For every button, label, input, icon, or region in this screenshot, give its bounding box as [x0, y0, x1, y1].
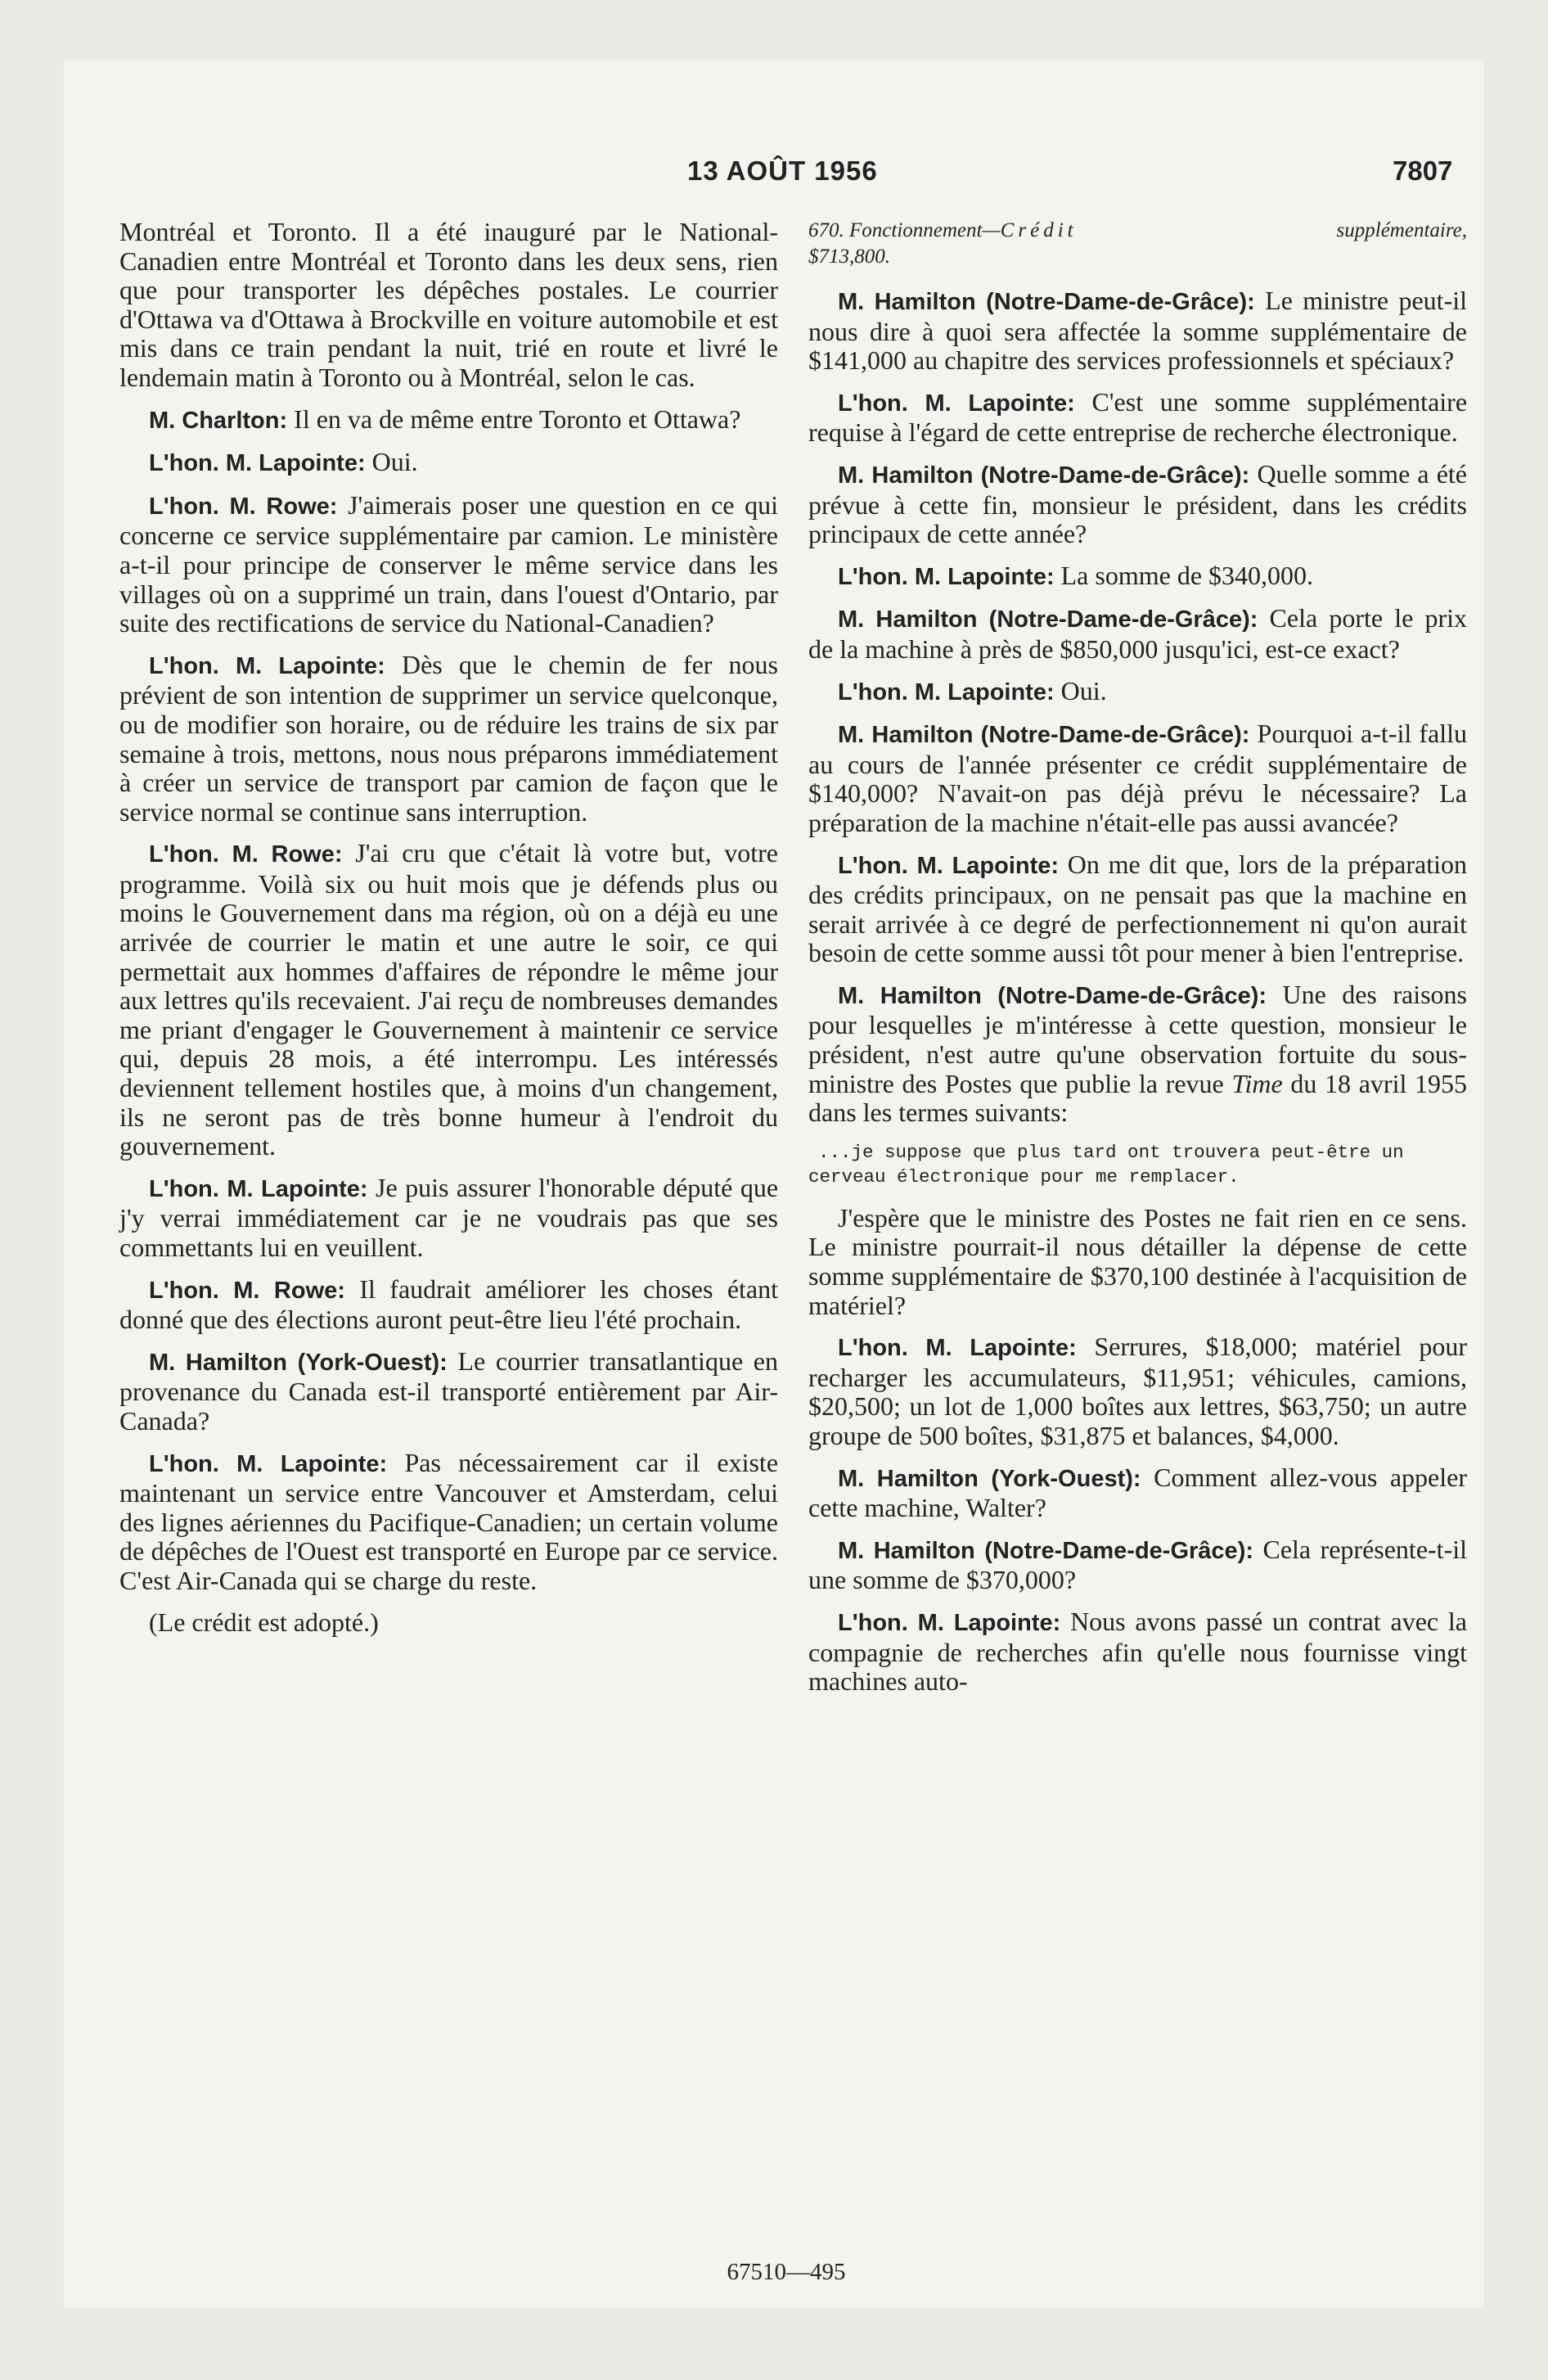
speaker-name: L'hon. M. Lapointe: — [838, 852, 1060, 879]
vote-item — [808, 218, 1467, 270]
paragraph — [808, 1463, 1467, 1523]
speaker-name: L'hon. M. Lapointe: — [149, 1175, 368, 1202]
paragraph — [808, 677, 1467, 708]
paragraph — [119, 218, 778, 393]
speaker-name: L'hon. M. Lapointe: — [149, 1450, 388, 1477]
paragraph-text: Oui. — [371, 447, 418, 477]
paragraph — [808, 850, 1467, 968]
paragraph — [119, 448, 778, 479]
paragraph-text: Montréal et Toronto. Il a été inauguré par le National-Canadien entre Montréal et Toronto dans les deux sens, rien que pour transporter les dépêches postales. Le courrier d'Ottawa va d'Ottawa à Brockville en voiture automobile et est mis dans ce train pendant la nuit, trié en route et livré le lendemain matin à Toronto ou à Montréal, selon le cas. — [119, 217, 778, 392]
paragraph — [119, 1174, 778, 1263]
right-column — [808, 218, 1467, 1709]
speaker-name: M. Hamilton (Notre-Dame-de-Grâce): — [838, 462, 1250, 489]
speaker-name: L'hon. M. Lapointe: — [838, 563, 1055, 590]
vote-label-spaced: Crédit — [1000, 219, 1078, 241]
speaker-name: L'hon. M. Lapointe: — [149, 652, 385, 679]
paragraph-text: J'espère que le ministre des Postes ne fait rien en ce sens. Le ministre pourrait-il nous détailler la dépense de cette somme supplémentaire de $370,100 destinée à l'acquisition de matériel? — [808, 1202, 1467, 1320]
paragraph-text: du 18 avril 1955 dans les termes suivants: — [808, 1068, 1468, 1128]
paragraph — [808, 1332, 1467, 1450]
paragraph — [808, 388, 1467, 448]
speaker-name: L'hon. M. Lapointe: — [838, 678, 1055, 705]
paragraph-text: Pourquoi a-t-il fallu au cours de l'année présenter ce crédit supplémentaire de $140,000? N'avait-on pas déjà prévu le nécessaire? La préparation de la machine n'était-elle pas aussi avancée? — [808, 719, 1467, 837]
paragraph-text: Serrures, $18,000; matériel pour recharger les accumulateurs, $11,951; véhicules, camions, $20,500; un lot de 1,000 boîtes aux lettres, $63,750; un autre groupe de 500 boîtes, $31,875 et balances, $4,000. — [808, 1332, 1467, 1450]
vote-number: 670. — [808, 219, 844, 241]
paragraph-text: Le ministre peut-il nous dire à quoi sera affectée la somme supplémentaire de $141,000 au chapitre des services professionnels et spéciaux? — [808, 286, 1467, 376]
speaker-name: M. Hamilton (York-Ouest): — [149, 1349, 448, 1376]
paragraph — [119, 1275, 778, 1335]
vote-label: Fonctionnement— — [849, 219, 1001, 241]
speaker-name: L'hon. M. Lapointe: — [838, 1609, 1061, 1636]
paragraph — [119, 651, 778, 827]
paragraph-text: Comment allez-vous appeler cette machine, Walter? — [808, 1462, 1468, 1523]
header-date: 13 AOÛT 1956 — [687, 156, 878, 186]
paragraph-text: Pas nécessairement car il existe maintenant un service entre Vancouver et Amsterdam, celui des lignes aériennes du Pacifique-Canadien; un certain volume de dépêches de l'Ouest est transporté en Europe par ce service. C'est Air-Canada qui se charge du reste. — [119, 1447, 779, 1595]
paragraph — [808, 980, 1467, 1128]
vote-label-rest: supplémentaire, — [1336, 219, 1467, 241]
header-page-number: 7807 — [1393, 156, 1453, 186]
speaker-name: M. Hamilton (Notre-Dame-de-Grâce): — [838, 1537, 1254, 1564]
paragraph — [119, 405, 778, 436]
paragraph-text: C'est une somme supplémentaire requise à l'égard de cette entreprise de recherche électronique. — [808, 386, 1468, 448]
paragraph-text: Le courrier transatlantique en provenance du Canada est-il transporté entièrement par Air-Canada? — [119, 1346, 778, 1436]
paragraph — [808, 561, 1467, 593]
paragraph-text: J'aimerais poser une question en ce qui concerne ce service supplémentaire par camion. Le ministère a-t-il pour principe de conserver le même service dans les villages où on a supprimé un train, dans l'ouest d'Ontario, par suite des rectifications de service du National-Canadien? — [119, 489, 779, 638]
speaker-name: M. Hamilton (Notre-Dame-de-Grâce): — [838, 722, 1250, 749]
paragraph-text: Nous avons passé un contrat avec la compagnie de recherches afin qu'elle nous fournisse vingt machines auto- — [808, 1606, 1468, 1697]
speaker-name: L'hon. M. Lapointe: — [149, 450, 366, 477]
speaker-name: M. Charlton: — [149, 407, 288, 434]
paragraph-text: Il en va de même entre Toronto et Ottawa? — [294, 403, 741, 434]
paragraph — [808, 460, 1467, 549]
speaker-name: L'hon. M. Lapointe: — [838, 1335, 1077, 1362]
paragraph — [119, 1347, 778, 1436]
printer-code: 67510—495 — [727, 2259, 846, 2285]
paragraph-text: J'ai cru que c'était là votre but, votre programme. Voilà six ou huit mois que je défends plus ou moins le Gouvernement dans ma région, où on a déjà eu une arrivée de courrier le matin et une autre le soir, ce qui permettait aux hommes d'affaires de répondre le même jour aux lettres qu'ils recevaient. J'ai reçu de nombreuses demandes me priant d'engager le Gouvernement à maintenir ce service qui, depuis 28 mois, a été interrompu. Les intéressés deviennent tellement hostiles que, à moins d'un changement, ils ne seront pas de très bonne humeur à l'endroit du gouvernement. — [119, 838, 779, 1161]
block-quote: ...je suppose que plus tard ont trouvera peut-être un cerveau électronique pour me remplacer. — [808, 1141, 1404, 1188]
speaker-name: M. Hamilton (Notre-Dame-de-Grâce): — [838, 606, 1258, 633]
paragraph-text: Oui. — [1060, 675, 1107, 705]
page-header — [0, 0, 1548, 213]
paragraph — [808, 1607, 1467, 1697]
speaker-name: L'hon. M. Rowe: — [149, 841, 343, 868]
paragraph — [119, 491, 778, 638]
speaker-name: M. Hamilton (York-Ouest): — [838, 1465, 1141, 1492]
paragraph-text: Dès que le chemin de fer nous prévient de son intention de supprimer un service quelconque, ou de modifier son horaire, ou de réduire les trains de six par semaine à trois, mettons, nous nous préparons immédiatement à créer un service de transport par camion de façon que le service normal se continue sans interruption. — [119, 649, 779, 827]
speaker-name: L'hon. M. Lapointe: — [838, 390, 1075, 417]
paragraph-text: On me dit que, lors de la préparation des crédits principaux, on ne pensait pas que la machine en serait arrivée à ce degré de perfectionnement ni qu'on aurait besoin de cette somme aussi tôt pour mener à bien l'entreprise. — [808, 849, 1467, 968]
paragraph — [119, 839, 778, 1161]
paragraph — [808, 1204, 1467, 1320]
paragraph-text: Je puis assurer l'honorable député que j'y verrai immédiatement car je ne voudrais pas que ses commettants lui en veuillent. — [119, 1172, 779, 1262]
paragraph-text: Une des raisons pour lesquelles je m'intéresse à cette question, monsieur le président, n'est autre qu'une observation fortuite du sous-ministre des Postes que publie la revue — [808, 979, 1467, 1098]
vote-adopted-note — [119, 1608, 778, 1638]
speaker-name: M. Hamilton (Notre-Dame-de-Grâce): — [838, 982, 1267, 1009]
left-column — [119, 218, 778, 1649]
paragraph-text: Cela représente-t-il une somme de $370,000? — [808, 1534, 1468, 1595]
publication-title: Time — [1231, 1068, 1283, 1098]
paragraph-text: La somme de $340,000. — [1060, 560, 1314, 590]
paragraph — [808, 719, 1467, 837]
speaker-name: M. Hamilton (Notre-Dame-de-Grâce): — [838, 289, 1255, 315]
paragraph-text: Quelle somme a été prévue à cette fin, monsieur le président, dans les crédits principaux de cette année? — [808, 458, 1467, 549]
paragraph — [808, 604, 1467, 664]
paragraph-text: Il faudrait améliorer les choses étant donné que des élections auront peut-être lieu l'été prochain. — [119, 1273, 779, 1335]
paragraph — [808, 286, 1467, 376]
speaker-name: L'hon. M. Rowe: — [149, 493, 338, 520]
speaker-name: L'hon. M. Rowe: — [149, 1277, 345, 1304]
page-footer — [0, 2259, 1548, 2286]
paragraph — [808, 1535, 1467, 1595]
vote-amount: $713,800. — [808, 246, 890, 268]
paragraph — [119, 1449, 778, 1596]
paragraph-text: (Le crédit est adopté.) — [149, 1607, 379, 1637]
paragraph-text: Cela porte le prix de la machine à près de $850,000 jusqu'ici, est-ce exact? — [808, 603, 1467, 664]
